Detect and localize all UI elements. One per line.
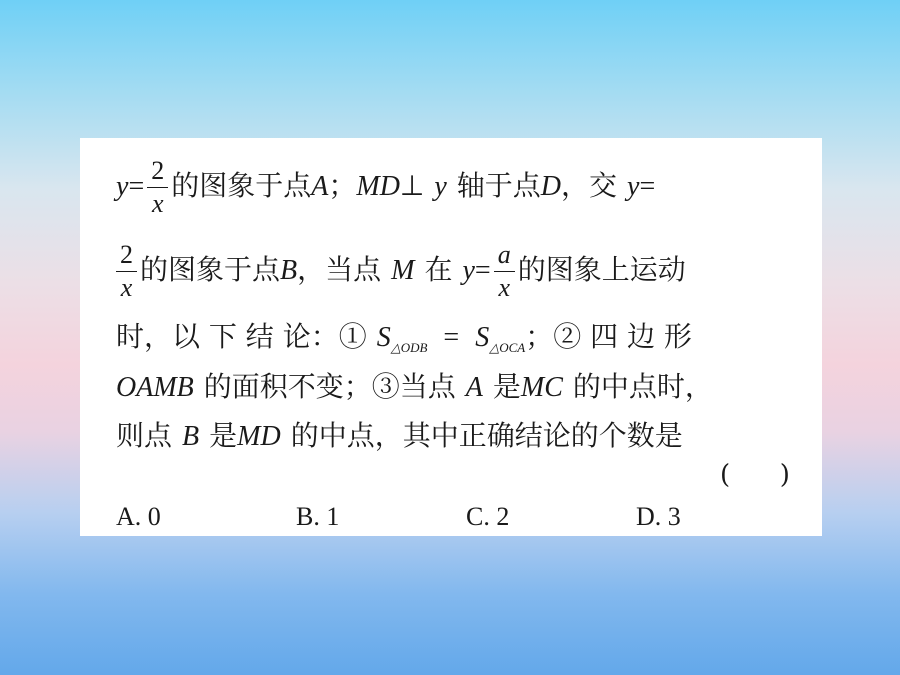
point-b: B (280, 255, 298, 286)
text-segment: 的面积不变；③当点 (203, 370, 456, 403)
segment-md: MD (356, 171, 400, 202)
option-b[interactable]: B. 1 (296, 502, 340, 531)
equals-sign: = (128, 171, 145, 202)
point-m: M (391, 255, 415, 286)
point-a: A (465, 372, 483, 403)
point-a: A (311, 171, 329, 202)
fraction-2-over-x (147, 158, 168, 217)
var-y: y (116, 171, 129, 202)
separator: ； (328, 169, 357, 202)
text-segment: 的图象于点 (171, 169, 312, 202)
fraction-a-over-x (494, 242, 515, 301)
text-segment: ，当点 (297, 253, 382, 286)
fraction-numerator: 2 (147, 158, 168, 188)
text-segment: 时，以 下 结 论：① (116, 320, 367, 353)
answer-options (116, 502, 796, 536)
text-segment: 则点 (116, 419, 173, 452)
area-subscript: △ODB (390, 340, 428, 355)
option-c[interactable]: C. 2 (466, 502, 510, 531)
text-segment: 是 (492, 370, 521, 403)
option-d[interactable]: D. 3 (636, 502, 681, 531)
question-card (80, 138, 822, 536)
quadrilateral-oamb: OAMB (116, 372, 194, 403)
point-b: B (182, 421, 200, 452)
question-line-3 (116, 320, 692, 355)
area-symbol: S (475, 322, 490, 353)
area-symbol: S (376, 322, 391, 353)
segment-md: MD (237, 421, 281, 452)
fraction-2-over-x (116, 242, 137, 301)
text-segment: 的中点时， (572, 370, 713, 403)
var-y: y (462, 255, 475, 286)
fraction-denominator: x (120, 273, 133, 302)
option-a[interactable]: A. 0 (116, 502, 161, 531)
segment-mc: MC (520, 372, 563, 403)
text-segment: ；② 四 边 形 (525, 320, 692, 353)
area-subscript: △OCA (489, 340, 526, 355)
question-line-5 (116, 419, 683, 452)
fraction-numerator: a (494, 242, 515, 272)
question-line-4 (116, 370, 713, 403)
text-segment: 的图象上运动 (517, 253, 686, 286)
equals-sign: = (639, 171, 656, 202)
question-line-1 (116, 158, 655, 217)
var-y: y (434, 171, 447, 202)
question-line-2 (116, 242, 686, 301)
fraction-denominator: x (498, 273, 510, 302)
text-segment: ，交 (561, 169, 618, 202)
equals-sign: = (474, 255, 491, 286)
var-y: y (627, 171, 640, 202)
point-d: D (540, 171, 561, 202)
perpendicular-symbol: ⊥ (399, 171, 425, 202)
text-segment: 的中点，其中正确结论的个数是 (290, 419, 683, 452)
equals-sign: = (443, 322, 460, 353)
text-segment: 的图象于点 (140, 253, 281, 286)
fraction-numerator: 2 (116, 242, 137, 272)
text-segment: 轴于点 (456, 169, 541, 202)
text-segment: 是 (209, 419, 238, 452)
fraction-denominator: x (151, 189, 164, 218)
answer-blank: ( ) (720, 460, 790, 490)
text-segment: 在 (424, 253, 453, 286)
